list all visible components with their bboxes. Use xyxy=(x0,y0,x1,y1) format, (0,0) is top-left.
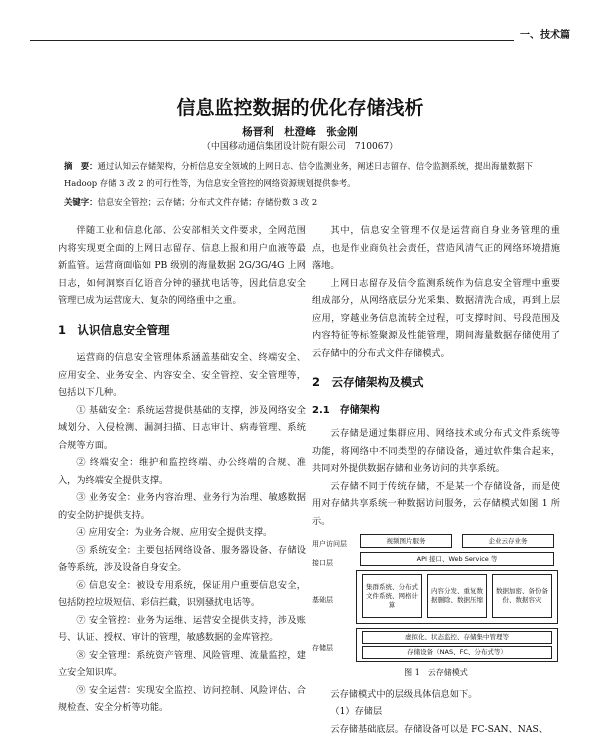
diagram-box-devices: 存储设备（NAS、FC、分布式等） xyxy=(362,646,552,659)
list-item: ② 终端安全：维护和监控终端、办公终端的合规、准入，为终端安全提供支撑。 xyxy=(58,454,306,489)
running-header xyxy=(30,28,570,41)
layer-label-interface: 接口层 xyxy=(312,555,333,573)
paragraph: 云存储基础底层。存储设备可以是 FC-SAN、NAS、 xyxy=(312,721,560,738)
layer-label-storage: 存储层 xyxy=(312,640,333,658)
subheading: （1）存储层 xyxy=(312,703,560,721)
paragraph: 云存储模式中的层级具体信息如下。 xyxy=(312,686,560,704)
cloud-storage-diagram xyxy=(312,534,560,662)
paragraph: 其中，信息安全管理不仅是运营商自身业务管理的重点，也是作业商负社会责任，营造风清气正的网络环境措施落地。 xyxy=(312,222,560,275)
list-item: ⑥ 信息安全：被设专用系统，保证用户重要信息安全，包括防控垃圾短信、彩信拦截，识别骚扰电话等。 xyxy=(58,577,306,612)
paragraph: 上网日志留存及信令监测系统作为信息安全管理中重要组成部分，从网络底层分光采集、数据清洗合成，再到上层应用，穿越业务信息流转全过程，可支撑时间、号段范围及内容特征等标签聚源及性能管理，期间海量数据存储使用了云存储中的分布式文件存储模式。 xyxy=(312,275,560,363)
paper-title: 信息监控数据的优化存储浅析 xyxy=(0,93,600,120)
paragraph: 云存储不同于传统存储，不是某一个存储设备，而是使用对存储共享系统一种数据访问服务，云存储模式如图 1 所示。 xyxy=(312,478,560,531)
right-column xyxy=(312,222,560,738)
list-item: ⑦ 安全管控：业务为运维、运营安全提供支持，涉及账号、认证、授权、审计的管理，敏感数据的金库管控。 xyxy=(58,612,306,647)
diagram-box-content: 内容分发、重复数据删除、数据压缩 xyxy=(427,574,487,618)
diagram-box-web-service: 视频图片服务 xyxy=(360,534,452,548)
left-column xyxy=(58,222,306,717)
affiliation: （中国移动通信集团设计院有限公司 710067） xyxy=(0,139,600,152)
diagram-box-cluster: 集群系统、分布式文件系统、网格计算 xyxy=(362,574,422,618)
diagram-box-mgmt: 虚拟化、状态监控、存储集中管理等 xyxy=(362,631,552,644)
section-1-heading: 1 认识信息安全管理 xyxy=(58,322,306,340)
diagram-box-enterprise: 企业云存业务 xyxy=(462,534,554,548)
abstract xyxy=(64,158,540,192)
list-item: ③ 业务安全：业务内容治理、业务行为治理、敏感数据的安全防护提供支持。 xyxy=(58,489,306,524)
list-item: ① 基础安全：系统运营提供基础的支撑，涉及网络安全域划分、入侵检测、漏洞扫描、日志审计、病毒管理、系统合规等方面。 xyxy=(58,402,306,455)
section-2-heading: 2 云存储架构及模式 xyxy=(312,374,560,392)
paragraph: 云存储是通过集群应用、网络技术或分布式文件系统等功能，将网络中不同类型的存储设备，通过软件集合起来，共同对外提供数据存储和业务访问的共享系统。 xyxy=(312,425,560,478)
abstract-text: 通过认知云存储架构，分析信息安全领域的上网日志、信令监测业务，阐述日志留存、信令监测系统，提出海量数据下 Hadoop 存储 3 改 2 的可行性等，为信息安全管控的网络资源规划提供参考。 xyxy=(64,161,533,188)
list-item: ⑧ 安全管理：系统资产管理、风险管理、流量监控，建立安全知识库。 xyxy=(58,647,306,682)
figure-caption: 图 1 云存储模式 xyxy=(312,664,560,682)
section-1-paragraph: 运营商的信息安全管理体系涵盖基础安全、终端安全、应用安全、业务安全、内容安全、安全管控、安全管理等，包括以下几种。 xyxy=(58,349,306,402)
layer-label-basic: 基础层 xyxy=(312,592,333,610)
running-header-text: 一、技术篇 xyxy=(514,26,570,41)
intro-paragraph: 伴随工业和信息化部、公安部相关文件要求，全网范围内将实现更全面的上网日志留存、信息上报和用户血液等最新监管。运营商面临如 PB 级别的海量数据 2G/3G/4G 上网日志，如何洞察百亿语音分钟的骚扰电话等，因此信息安全管理已成为运营庞大、复杂的网络重中之重。 xyxy=(58,222,306,310)
keywords-label: 关键字： xyxy=(64,197,98,207)
diagram-box-encrypt: 数据加密、备份备份、数据容灾 xyxy=(492,574,552,618)
list-item: ⑤ 系统安全：主要包括网络设备、服务器设备、存储设备等系统，涉及设备自身安全。 xyxy=(58,542,306,577)
layer-label-user: 用户访问层 xyxy=(312,536,347,554)
authors: 杨晋利 杜澄峰 张金刚 xyxy=(0,124,600,139)
list-item: ⑨ 安全运营：实现安全监控、访问控制、风险评估、合规检查、安全分析等功能。 xyxy=(58,682,306,717)
abstract-label: 摘 要： xyxy=(64,161,98,171)
section-2-1-heading: 2.1 存储架构 xyxy=(312,402,560,420)
keywords xyxy=(64,196,540,208)
diagram-box-api: API 接口、Web Service 等 xyxy=(360,552,554,566)
keywords-text: 信息安全管控；云存储；分布式文件存储；存储份数 3 改 2 xyxy=(98,197,318,207)
list-item: ④ 应用安全：为业务合规、应用安全提供支撑。 xyxy=(58,524,306,542)
